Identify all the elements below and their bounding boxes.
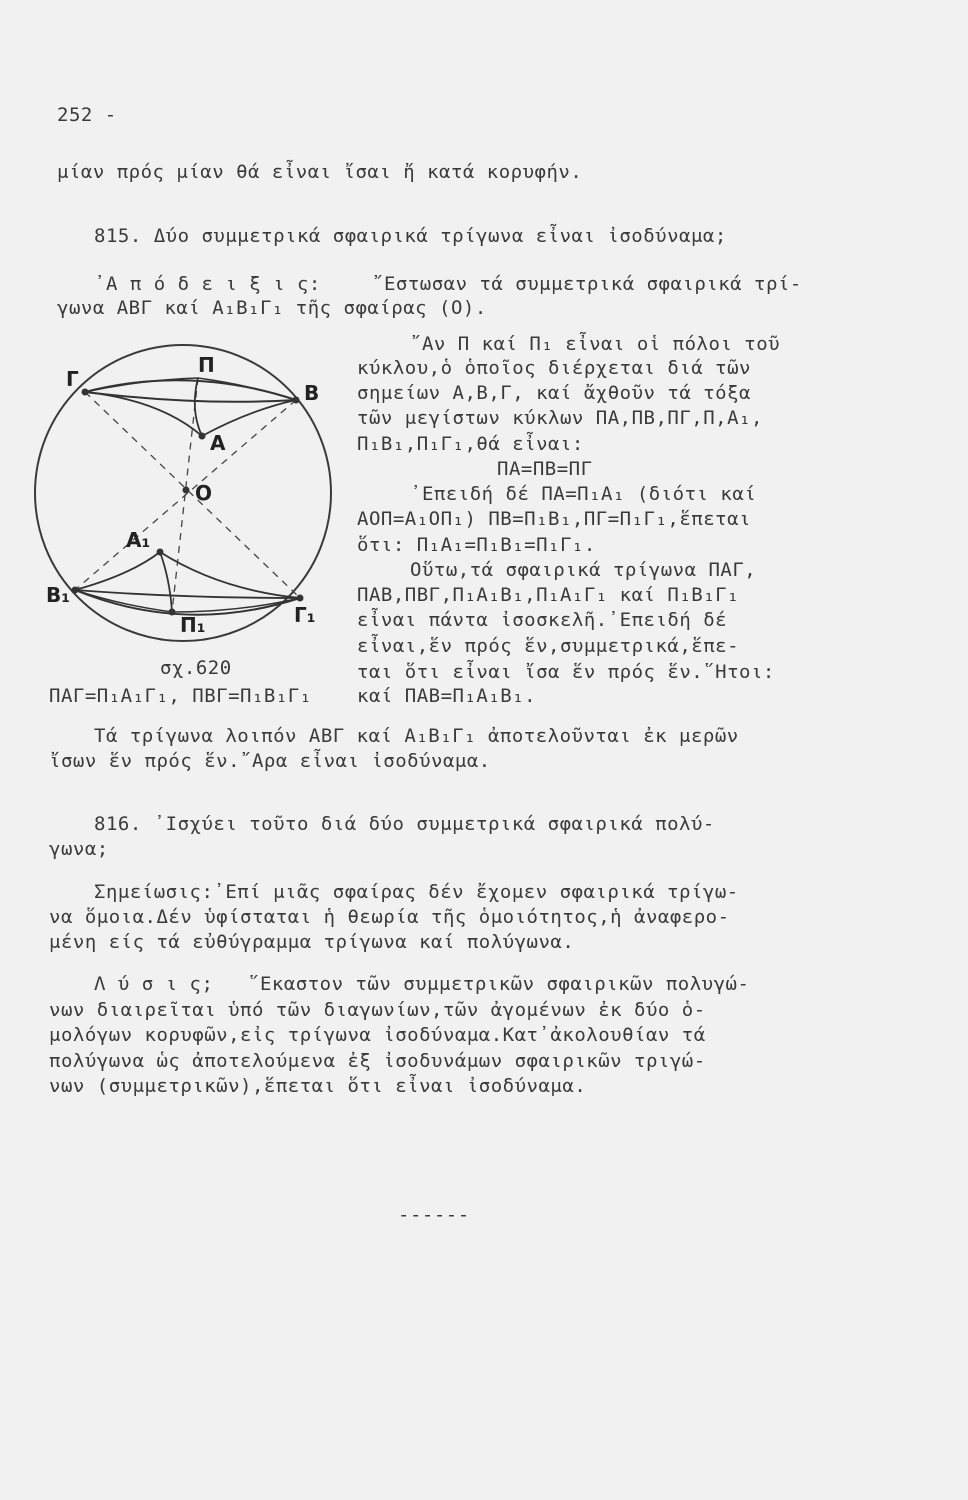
- page-number: 252 -: [57, 104, 117, 126]
- text-line: ἴσων ἕν πρός ἕν.῎Αρα εἶναι ἰσοδύναμα.: [49, 750, 491, 772]
- point-o: [183, 487, 190, 494]
- equation-line: ΠΑΓ=Π₁Α₁Γ₁, ΠΒΓ=Π₁Β₁Γ₁: [49, 685, 312, 707]
- arc-alpha1-gamma1: [160, 552, 300, 598]
- text-line: ᾿Επειδή δέ ΠΑ=Π₁Α₁ (διότι καί: [410, 483, 757, 505]
- label-pi: Π: [198, 353, 215, 377]
- label-beta1: Β₁: [46, 583, 71, 607]
- text-line: ΑΟΠ=Α₁ΟΠ₁) ΠΒ=Π₁Β₁,ΠΓ=Π₁Γ₁,ἕπεται: [357, 508, 751, 530]
- text-line: νων διαιρεῖται ὑπό τῶν διαγωνίων,τῶν ἀγομένων ἐκ δύο ὁ-: [49, 999, 706, 1021]
- text-line: γωνα ΑΒΓ καί Α₁Β₁Γ₁ τῆς σφαίρας (Ο).: [57, 297, 487, 319]
- text-line: Π₁Β₁,Π₁Γ₁,θά εἶναι:: [357, 433, 584, 455]
- note-line: μένη είς τά εὐθύγραμμα τρίγωνα καί πολύγωνα.: [49, 931, 575, 953]
- proof-label: ᾿Α π ό δ ε ι ξ ι ς:: [94, 273, 321, 295]
- text-line: τῶν μεγίστων κύκλων ΠΑ,ΠΒ,ΠΓ,Π,Α₁,: [357, 407, 763, 429]
- arc-pi-alpha: [195, 378, 202, 436]
- point-gamma: [82, 389, 89, 396]
- note-line: να ὅμοια.Δέν ὑφίσταται ἡ θεωρία τῆς ὁμοιότητος,ἡ ἀναφερο-: [49, 906, 730, 928]
- point-beta1: [72, 587, 79, 594]
- section-815-heading: 815. Δύο συμμετρικά σφαιρικά τρίγωνα εἶναι ἰσοδύναμα;: [94, 225, 727, 247]
- text-line: ὅτι: Π₁Α₁=Π₁Β₁=Π₁Γ₁.: [357, 534, 596, 556]
- spherical-triangles-figure: [20, 330, 350, 650]
- text-line: ῎Εστωσαν τά συμμετρικά σφαιρικά τρί-: [372, 273, 802, 295]
- point-alpha1: [157, 549, 164, 556]
- text-line: μίαν πρός μίαν θά εἶναι ἴσαι ἤ κατά κορυφήν.: [57, 161, 583, 183]
- text-line: εἶναι πάντα ἰσοσκελῆ.᾿Επειδή δέ: [357, 609, 728, 631]
- solution-label: Λ ύ σ ι ς;: [94, 973, 214, 995]
- point-pi1: [169, 609, 176, 616]
- label-alpha: Α: [210, 431, 226, 455]
- text-line: εἶναι,ἕν πρός ἕν,συμμετρικά,ἕπε-: [357, 635, 740, 657]
- point-beta: [293, 397, 300, 404]
- text-line: Οὕτω,τά σφαιρικά τρίγωνα ΠΑΓ,: [410, 559, 757, 581]
- label-o: Ο: [195, 481, 213, 505]
- text-line: καί ΠΑΒ=Π₁Α₁Β₁.: [357, 685, 537, 707]
- text-line: ῞Εκαστον τῶν συμμετρικῶν σφαιρικῶν πολυγώ-: [248, 973, 750, 995]
- point-gamma1: [297, 595, 304, 602]
- arc-beta1-alpha1: [75, 552, 160, 590]
- text-line: πολύγωνα ὡς ἀποτελούμενα ἐξ ἰσοδυνάμων σφαιρικῶν τριγώ-: [49, 1050, 706, 1072]
- text-line: σημείων Α,Β,Γ, καί ἄχθοῦν τά τόξα: [357, 382, 751, 404]
- text-line: μολόγων κορυφῶν,εἰς τρίγωνα ἰσοδύναμα.Κατ᾿ἀκολουθίαν τά: [49, 1024, 706, 1046]
- figure-caption: σχ.620: [160, 657, 232, 679]
- text-line: ται ὅτι εἶναι ἴσα ἕν πρός ἕν.῞Ητοι:: [357, 661, 775, 683]
- text-line: ΠΑΒ,ΠΒΓ,Π₁Α₁Β₁,Π₁Α₁Γ₁ καί Π₁Β₁Γ₁: [357, 584, 740, 606]
- label-pi1: Π₁: [180, 613, 206, 637]
- text-line: νων (συμμετρικῶν),ἕπεται ὅτι εἶναι ἰσοδύναμα.: [49, 1075, 587, 1097]
- label-gamma: Γ: [66, 367, 79, 391]
- text-line: Τά τρίγωνα λοιπόν ΑΒΓ καί Α₁Β₁Γ₁ ἀποτελοῦνται ἐκ μερῶν: [94, 725, 739, 747]
- equation-line: ΠΑ=ΠΒ=ΠΓ: [497, 458, 593, 480]
- point-alpha: [199, 433, 206, 440]
- text-line: ῎Αν Π καί Π₁ εἶναι οἱ πόλοι τοῦ: [410, 333, 781, 355]
- label-alpha1: Α₁: [126, 528, 151, 552]
- arc-pi1-alpha1: [160, 552, 172, 612]
- label-gamma1: Γ₁: [294, 603, 316, 627]
- note-line: Σημείωσις:᾿Επί μιᾶς σφαίρας δέν ἔχομεν σφαιρικά τρίγω-: [94, 881, 739, 903]
- section-816-heading: 816. ᾿Ισχύει τοῦτο διά δύο συμμετρικά σφαιρικά πολύ-: [94, 813, 715, 835]
- label-beta: Β: [304, 381, 320, 405]
- text-line: κύκλου,ὁ ὁποῖος διέρχεται διά τῶν: [357, 357, 751, 379]
- end-rule: ------: [398, 1204, 470, 1226]
- text-line: γωνα;: [49, 838, 109, 860]
